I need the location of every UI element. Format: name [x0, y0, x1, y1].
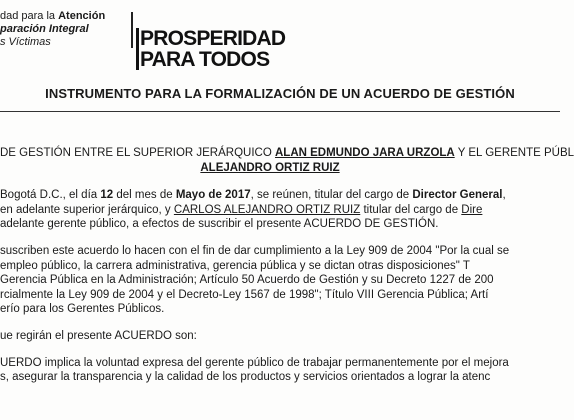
subtitle-line1 — [0, 146, 574, 161]
logo-left-line3: s Víctimas — [0, 36, 51, 48]
letterhead — [0, 0, 560, 78]
gerente-name: ALEJANDRO ORTIZ RUIZ — [200, 161, 340, 174]
para1-l2a: en adelante superior jerárquico, y — [0, 203, 174, 216]
logo-left-line1-bold: Atención — [58, 10, 106, 22]
logo-right-line1: PROSPERIDAD — [140, 27, 286, 50]
spacer — [0, 232, 560, 244]
title-rule-top — [0, 111, 560, 112]
document-title: INSTRUMENTO PARA LA FORMALIZACIÓN DE UN ACUERDO DE GESTIÓN — [45, 86, 515, 101]
unidad-victimas-logo — [0, 10, 105, 49]
para1-l2c: Dire — [461, 203, 483, 216]
para1-gerente-name: CARLOS ALEJANDRO ORTIZ RUIZ — [173, 203, 361, 216]
prosperidad-para-todos-logo — [140, 28, 285, 70]
para1-l1e: , se reúnen, titular del cargo de — [250, 189, 413, 202]
document-body — [0, 146, 574, 385]
para1-line2 — [0, 203, 560, 218]
para1-l2b: titular del cargo de — [360, 203, 462, 216]
para3-line1: ue regirán el presente ACUERDO son: — [0, 329, 197, 342]
para2-line1: suscriben este acuerdo lo hacen con el fin de dar cumplimiento a la Ley 909 de 2004 "Por la cual se — [0, 244, 510, 257]
para2-line5: erío para los Gerentes Públicos. — [0, 303, 165, 316]
para2-line2: empleo público, la carrera administrativa, gerencia pública y se dictan otras disposiciones" T — [0, 259, 470, 272]
subtitle-pre: DE GESTIÓN ENTRE EL SUPERIOR JERÁRQUICO — [0, 147, 275, 159]
para1-l1a: Bogotá D.C., el día — [0, 189, 101, 202]
superior-name: ALAN EDMUNDO JARA URZOLA — [274, 147, 455, 159]
para1-l1g: , — [502, 189, 506, 202]
spacer — [0, 175, 560, 188]
para1-line1 — [0, 188, 560, 203]
logo-left-line2: paración Integral — [0, 23, 89, 35]
para4-line1: UERDO implica la voluntad expresa del gerente público de trabajar permanentemente por el mejora — [0, 356, 509, 369]
para1-l1c: del mes de — [113, 189, 176, 202]
subtitle-mid: Y EL GERENTE PÚBL — [454, 147, 574, 159]
para1-day: 12 — [100, 189, 114, 202]
para2-line3: Gerencia Pública en la Administración; Artículo 50 Acuerdo de Gestión y su Decreto 1227 de 200 — [0, 274, 494, 287]
para1-l3a: adelante gerente público, a efectos de suscribir el presente ACUERDO DE GESTIÓN. — [0, 218, 439, 231]
spacer — [0, 317, 560, 329]
subtitle-line2 — [0, 161, 560, 176]
logo-bar — [136, 28, 139, 70]
logo-divider — [131, 12, 133, 48]
logo-right-line2: PARA TODOS — [140, 48, 270, 71]
spacer — [0, 344, 560, 356]
para1-cargo: Director General — [412, 189, 503, 202]
logo-left-line1-prefix: dad para la — [0, 10, 59, 22]
para1-line3 — [0, 217, 560, 232]
para1-date: Mayo de 2017 — [175, 189, 251, 202]
logo-left-line1 — [0, 10, 105, 23]
para2-line4: rcialmente la Ley 909 de 2004 y el Decreto-Ley 1567 de 1998"; Título VIII Gerencia Pública; Artí — [0, 288, 489, 301]
para4-line2: s, asegurar la transparencia y la calidad de los productos y servicios orientados a lograr la atenc — [0, 371, 491, 384]
